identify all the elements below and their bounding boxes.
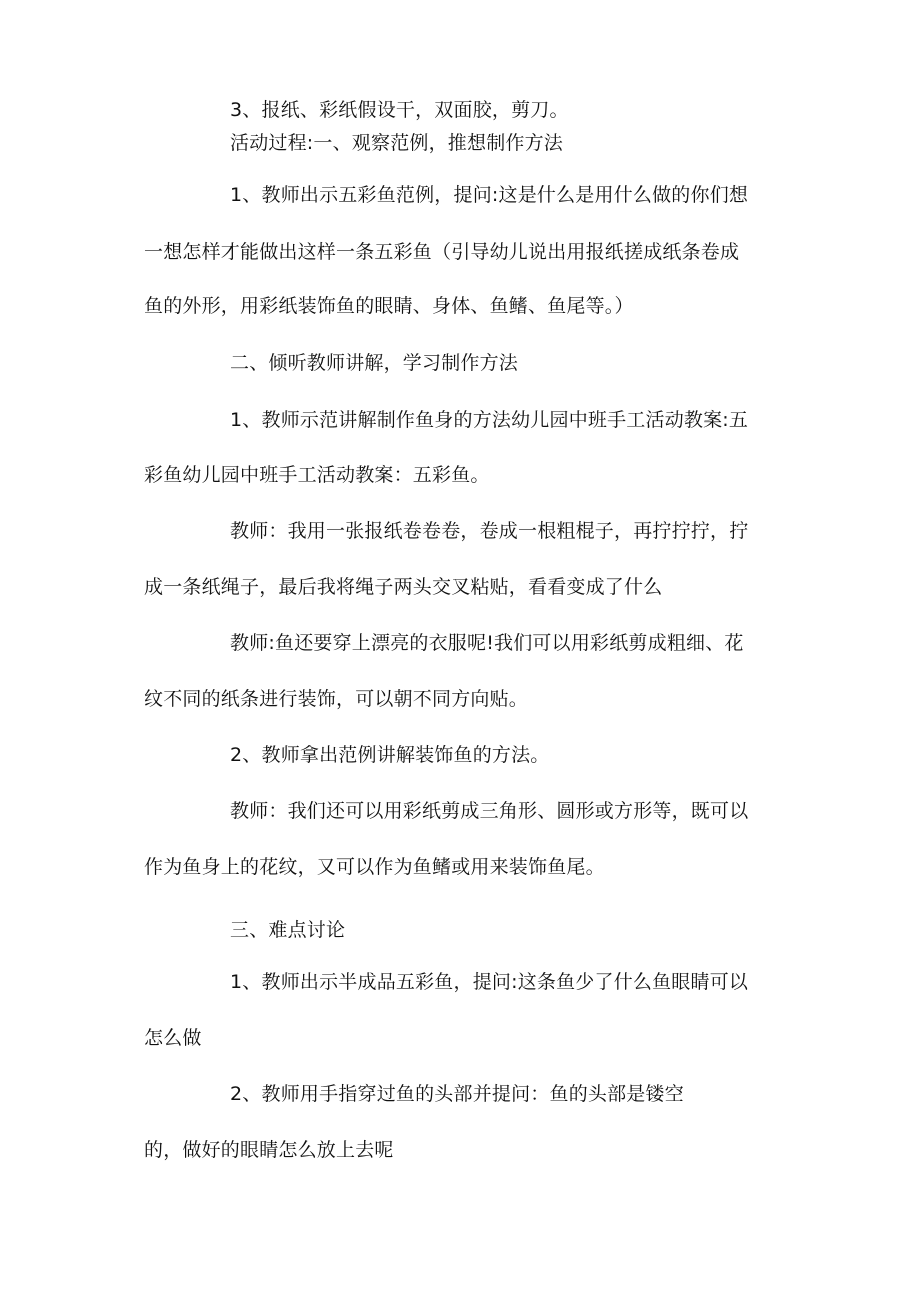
text-line: 1、教师出示半成品五彩鱼，提问:这条鱼少了什么鱼眼睛可以 xyxy=(230,971,749,993)
text-line: 成一条纸绳子，最后我将绳子两头交叉粘贴，看看变成了什么 xyxy=(144,576,663,598)
text-line: 教师：我们还可以用彩纸剪成三角形、圆形或方形等，既可以 xyxy=(230,800,749,822)
text-line: 的，做好的眼睛怎么放上去呢 xyxy=(144,1139,394,1161)
text-line: 2、教师拿出范例讲解装饰鱼的方法。 xyxy=(230,744,550,766)
text-line: 1、教师示范讲解制作鱼身的方法幼儿园中班手工活动教案:五 xyxy=(230,409,749,431)
text-line: 活动过程:一、观察范例，推想制作方法 xyxy=(230,132,564,154)
text-line: 教师:鱼还要穿上漂亮的衣服呢!我们可以用彩纸剪成粗细、花 xyxy=(230,632,744,654)
text-line: 鱼的外形，用彩纸装饰鱼的眼睛、身体、鱼鳍、鱼尾等。） xyxy=(144,295,634,317)
section-heading: 三、难点讨论 xyxy=(230,919,346,941)
text-line: 1、教师出示五彩鱼范例，提问:这是什么是用什么做的你们想 xyxy=(230,184,749,206)
text-line: 3、报纸、彩纸假设干，双面胶，剪刀。 xyxy=(230,99,569,121)
text-line: 作为鱼身上的花纹，又可以作为鱼鳍或用来装饰鱼尾。 xyxy=(144,856,605,878)
text-line: 教师：我用一张报纸卷卷卷，卷成一根粗棍子，再拧拧拧，拧 xyxy=(230,520,749,542)
text-line: 2、教师用手指穿过鱼的头部并提问：鱼的头部是镂空 xyxy=(230,1083,684,1105)
text-line: 怎么做 xyxy=(144,1027,202,1049)
text-line: 一想怎样才能做出这样一条五彩鱼（引导幼儿说出用报纸搓成纸条卷成 xyxy=(144,241,740,263)
text-line: 纹不同的纸条进行装饰，可以朝不同方向贴。 xyxy=(144,688,529,710)
section-heading: 二、倾听教师讲解，学习制作方法 xyxy=(230,352,519,374)
text-line: 彩鱼幼儿园中班手工活动教案：五彩鱼。 xyxy=(144,464,490,486)
